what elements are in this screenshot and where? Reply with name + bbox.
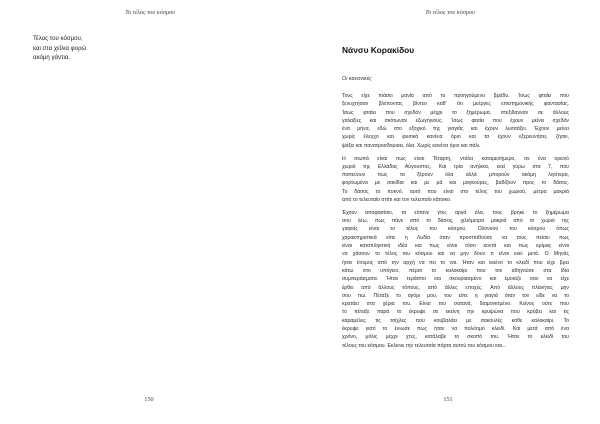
text-line: έρθει από άλλους τόπους, από άλλες εποχές. Από άλλους πλανήτες μην	[342, 284, 569, 291]
text-line: κρατάει στα χέρια του. Είναι του σατανά, δαιμονισμένο. Κείνος ούτε που	[342, 301, 569, 308]
poem-line: Τέλος του κόσμου,	[33, 35, 83, 42]
text-line: χρόνο, μόλις μέχρι χτες, κατάλαβε το σκοπό του. Ήταν το κλειδί του	[342, 334, 569, 341]
text-line: πιστεύουν πως τα ξέρουν όλα αλλά μπορούν ακόμη λιγότερα,	[342, 172, 569, 179]
text-line: είναι καταπληκτική ιδέα και πως είναι τόσο κοντά και πως κρίμας είναι	[342, 243, 569, 250]
poem-ending	[33, 34, 183, 63]
text-line: Τους είχε πιάσει μανία από το προηγούμενο βράδυ. Ίσως φταίει που	[342, 93, 569, 99]
page-number-left: 150	[144, 396, 154, 403]
text-line: χωριό της Ελλάδας Αύγουστος. Και τρία ανήλικα, εκεί γύρω στα 7, που	[342, 163, 569, 170]
text-line: καραμέλες τις τσίχλες που κουβαλάει με σακουλές καθε καλοκαίρι. Το	[342, 317, 569, 324]
paragraph	[342, 209, 569, 350]
text-line: κάτω στο υπόγειο, πέρσι το καλοκαίρι που τον αδηγούσε στα ίδια	[342, 267, 569, 274]
text-line: χαρακτηριστικά είπε η Λυδία όταν προσπαθούσε να τους πείσει πως	[342, 234, 569, 241]
text-line: ένα μήνα, εδώ στο εξοχικό της γιαγιάς και έχουν λυσσάξει. Έχουν μείνει	[342, 126, 569, 133]
text-line: γιαγιάς είναι το τέλος του κόσμου. Ολονυού του κόσμου όπως	[342, 226, 569, 233]
text-line: γαλαξίες και σκότωναν εξωγήινους. Ίσως φταίει που έχουν μείνει σχεδόν	[342, 117, 569, 124]
poem-line: και στα χείλια φορώ	[33, 44, 87, 52]
text-line: Το δάσος το πυκνό, αυτό που είναι στο τέλος του χωριού, μέτρα μακριά	[342, 188, 569, 195]
right-page	[300, 0, 600, 424]
text-line: να χάσουν το τέλος του κόσμου και να μην δουν τι είναι εκεί μετά. Ο Μηνάς	[342, 251, 569, 258]
text-line: χωρίς έλεγχο και φυσικά κανένα όριο και τα έχουν εξερευνήσει, ζήσει,	[342, 134, 569, 141]
text-line: τέλους του κόσμου. Εκλεινε την τελευταία πόρτα αυτού του κόσμου και...	[342, 342, 507, 349]
story-body	[342, 92, 569, 354]
author-name: Νάνσυ Κορακίδου	[342, 45, 415, 55]
story-title: Οι κανονικές	[342, 76, 372, 82]
text-line: Έχουν αποφασίσει, τα είπανε γτες αργά όλα, τους βρήκε το ξημέρωμα	[342, 209, 569, 216]
poem-line: ακόμη γάντια.	[33, 54, 71, 62]
text-line: το πέταξε παρά το έκρυψε σε εκείνη την κρυψώνα που κρύβει και τις	[342, 309, 569, 316]
running-header-left: Το τέλος του κόσμου	[125, 9, 175, 16]
text-line: ψάξει και πανατροσδοριαει, όλα. Χωρίς κανένα όριο και πάλι.	[342, 142, 481, 149]
text-line: σου λέω, πως πάνε από το δάσος, χιλιόμετρα μακριά από το χωριό της	[342, 218, 569, 225]
text-line: από το τελευταίο σπίτι και τον τελευταίο κάτοικο.	[342, 197, 452, 204]
paragraph	[342, 92, 569, 150]
text-line: σου πω. Πέταξε το αγόρι μου, του είπε η γιαγιά όταν τον είδε να το	[342, 292, 569, 299]
running-header-right: Το τέλος του κόσμου	[425, 9, 475, 16]
text-line: ήταν έτοιμος από την αρχή να πει το ναι. Ήταν και εκείνο το κλειδί που είχε βρει	[342, 259, 569, 266]
text-line: συμπεράσματα. Ήταν τεράστιο και σκουριασμένο και έμοιαζε σαν να είχε	[342, 276, 569, 283]
text-line: έκρυψε γιατί το ένιωσε πως ήταν να πολύτιμο κλειδί. Και μετά από ένα	[342, 326, 569, 333]
text-line: Η σιωπά είναι πως είναι Τέταρτη, ντάλα καταμεσήμερο, σε ένα ορεινό	[342, 155, 569, 162]
paragraph	[342, 155, 569, 205]
page-number-right: 151	[443, 396, 453, 403]
text-line: φορτωμένα με σακίδια και με μά και μαγκούρες, βαδίζουν προς το δάσος.	[342, 180, 569, 187]
text-line: Ίσως φταίει που σχεδόν μέχρι το ξημέρωμα, στεξιδανναν σε άλλους	[342, 109, 569, 116]
text-line: ξενυχτήσαν βλέποντας βίντεο καθ' ότι μεέργες επιστημονικής φαντασίας.	[342, 101, 569, 108]
